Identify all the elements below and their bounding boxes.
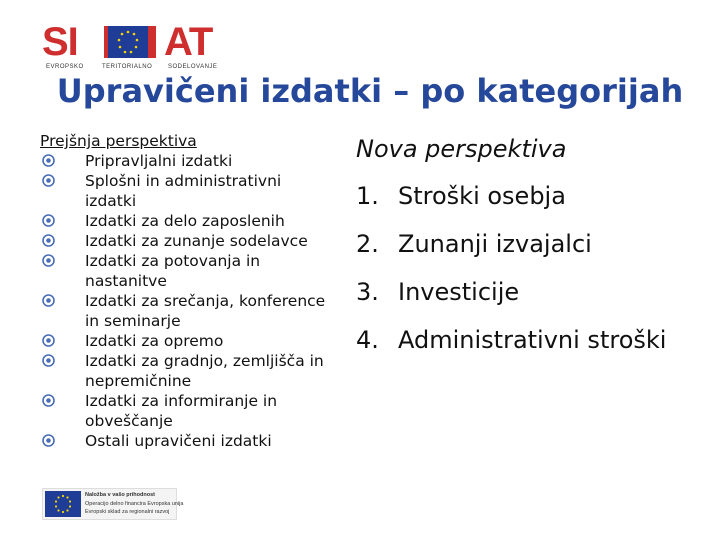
footer-line-3: Evropski sklad za regionalni razvoj — [85, 509, 170, 515]
circle-arrow-bullet-icon — [42, 214, 55, 227]
logo-subtitle-2: TERITORIALNO — [102, 64, 153, 70]
list-item — [40, 211, 330, 231]
previous-perspective-heading: Prejšnja perspektiva — [40, 132, 197, 150]
circle-arrow-bullet-icon — [42, 354, 55, 367]
list-item — [40, 351, 330, 391]
list-item — [356, 273, 696, 311]
circle-arrow-bullet-icon — [42, 434, 55, 447]
list-item — [40, 331, 330, 351]
circle-arrow-bullet-icon — [42, 294, 55, 307]
list-item-text: Izdatki za informiranje in obveščanje — [85, 392, 278, 430]
circle-arrow-bullet-icon — [42, 394, 55, 407]
new-perspective-heading: Nova perspektiva — [356, 135, 567, 163]
list-item — [40, 431, 330, 451]
list-item-number: 1. — [356, 182, 379, 210]
circle-arrow-bullet-icon — [42, 334, 55, 347]
list-item — [40, 391, 330, 431]
list-item-text: Izdatki za opremo — [85, 332, 224, 350]
list-item — [40, 231, 330, 251]
circle-arrow-bullet-icon — [42, 154, 55, 167]
list-item — [40, 251, 330, 291]
previous-perspective-list — [40, 151, 330, 451]
list-item — [356, 321, 696, 359]
eu-funding-footer — [42, 488, 184, 520]
si-at-flag-logo — [96, 26, 156, 58]
list-item — [40, 171, 330, 211]
siat-logo — [40, 20, 240, 76]
new-perspective-list — [356, 177, 696, 359]
list-item-text: Ostali upravičeni izdatki — [85, 432, 272, 450]
logo-subtitle-1: EVROPSKO — [46, 64, 84, 70]
list-item-number: 4. — [356, 326, 379, 354]
list-item-text: Izdatki za potovanja in nastanitve — [85, 252, 261, 290]
list-item-text: Pripravljalni izdatki — [85, 152, 233, 170]
list-item-text: Izdatki za srečanja, konference in seminarje — [85, 292, 326, 330]
list-item — [356, 225, 696, 263]
list-item-text: Izdatki za delo zaposlenih — [85, 212, 285, 230]
list-item-text: Zunanji izvajalci — [398, 230, 592, 258]
list-item-text: Splošni in administrativni izdatki — [85, 172, 282, 210]
logo-word-at: AT — [164, 20, 213, 64]
logo-subtitle-3: SODELOVANJE — [168, 64, 218, 70]
list-item-text: Izdatki za zunanje sodelavce — [85, 232, 308, 250]
list-item-text: Izdatki za gradnjo, zemljišča in nepremičnine — [85, 352, 324, 390]
list-item-number: 2. — [356, 230, 379, 258]
list-item-number: 3. — [356, 278, 379, 306]
slide-title: Upravičeni izdatki – po kategorijah — [56, 72, 684, 110]
list-item — [40, 291, 330, 331]
footer-line-1: Naložba v vašo prihodnost — [85, 492, 155, 498]
logo-word-si: SI — [42, 20, 78, 64]
list-item-text: Administrativni stroški — [398, 326, 667, 354]
list-item-text: Investicije — [398, 278, 520, 306]
previous-perspective-column — [40, 131, 330, 451]
footer-line-2: Operacijo delno financira Evropska unija — [85, 501, 184, 507]
list-item-text: Stroški osebja — [398, 182, 566, 210]
list-item — [40, 151, 330, 171]
eu-flag-icon — [45, 491, 81, 517]
circle-arrow-bullet-icon — [42, 254, 55, 267]
circle-arrow-bullet-icon — [42, 234, 55, 247]
new-perspective-column — [356, 131, 696, 369]
list-item — [356, 177, 696, 215]
circle-arrow-bullet-icon — [42, 174, 55, 187]
